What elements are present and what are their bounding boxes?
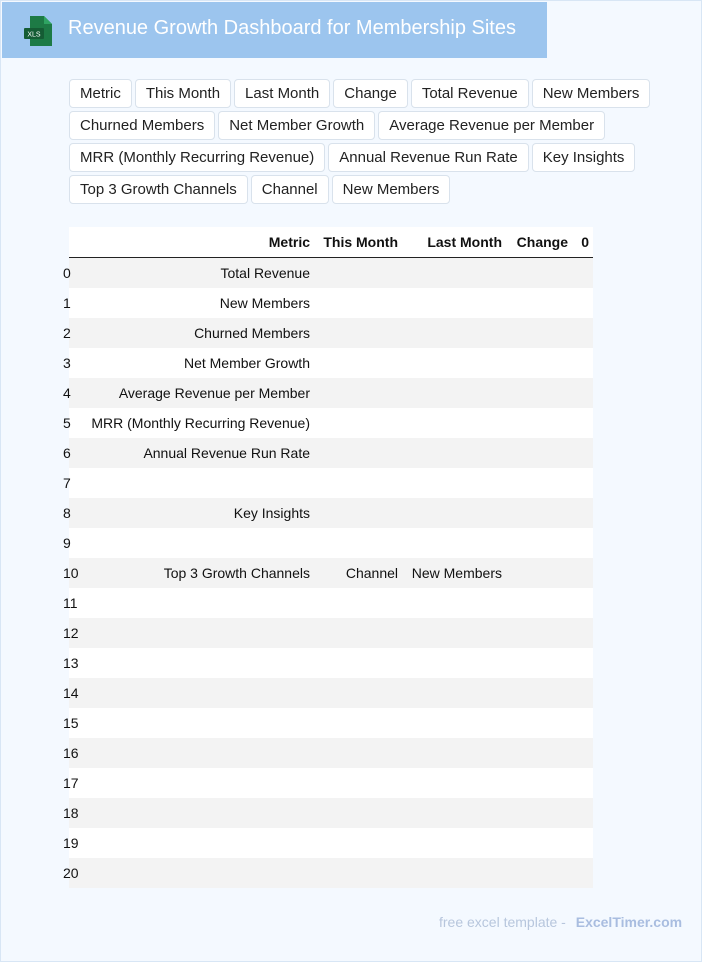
column-header-zero[interactable]: 0 <box>572 227 593 258</box>
row-index-label: 4 <box>63 385 71 401</box>
data-table-container <box>63 227 593 888</box>
row-index-label: 3 <box>63 355 71 371</box>
last-month-cell <box>402 498 506 528</box>
metric-cell <box>73 738 314 768</box>
row-index-label: 6 <box>63 445 71 461</box>
zero-cell <box>572 288 593 318</box>
zero-cell <box>572 528 593 558</box>
change-cell <box>506 438 572 468</box>
column-header-this-month[interactable]: This Month <box>314 227 402 258</box>
change-cell <box>506 678 572 708</box>
table-row <box>69 648 593 678</box>
row-index-label: 8 <box>63 505 71 521</box>
metric-cell <box>73 648 314 678</box>
footer-credit <box>439 914 682 930</box>
last-month-cell <box>402 678 506 708</box>
change-cell <box>506 378 572 408</box>
metric-cell <box>73 678 314 708</box>
column-header-last-month[interactable]: Last Month <box>402 227 506 258</box>
table-row <box>69 708 593 738</box>
row-index-label: 14 <box>63 685 79 701</box>
table-row <box>69 438 593 468</box>
table-row <box>69 468 593 498</box>
change-cell <box>506 858 572 888</box>
zero-cell <box>572 858 593 888</box>
metric-cell <box>73 798 314 828</box>
metric-cell: Churned Members <box>73 318 314 348</box>
table-row <box>69 588 593 618</box>
table-row <box>69 768 593 798</box>
footer-text: free excel template - <box>439 914 566 930</box>
this-month-cell <box>314 858 402 888</box>
this-month-cell: Channel <box>314 558 402 588</box>
metric-cell <box>73 768 314 798</box>
row-index-label: 2 <box>63 325 71 341</box>
excel-icon-label: XLS <box>27 31 41 39</box>
this-month-cell <box>314 648 402 678</box>
this-month-cell <box>314 408 402 438</box>
metric-cell <box>73 588 314 618</box>
change-cell <box>506 618 572 648</box>
this-month-cell <box>314 438 402 468</box>
zero-cell <box>572 768 593 798</box>
last-month-cell <box>402 738 506 768</box>
table-row <box>69 738 593 768</box>
last-month-cell <box>402 378 506 408</box>
table-row <box>69 288 593 318</box>
column-chip[interactable]: New Members <box>332 175 451 204</box>
this-month-cell <box>314 288 402 318</box>
row-index-label: 15 <box>63 715 79 731</box>
zero-cell <box>572 798 593 828</box>
last-month-cell <box>402 408 506 438</box>
change-cell <box>506 258 572 289</box>
row-index-label: 13 <box>63 655 79 671</box>
footer-brand-link[interactable]: ExcelTimer.com <box>575 914 683 930</box>
zero-cell <box>572 558 593 588</box>
table-row <box>69 318 593 348</box>
zero-cell <box>572 318 593 348</box>
column-chip[interactable]: Top 3 Growth Channels <box>69 175 248 204</box>
zero-cell <box>572 258 593 289</box>
zero-cell <box>572 678 593 708</box>
row-index-label: 19 <box>63 835 79 851</box>
column-chip[interactable]: Annual Revenue Run Rate <box>328 143 528 172</box>
change-cell <box>506 528 572 558</box>
column-chip-list <box>69 79 659 204</box>
column-chip[interactable]: Change <box>333 79 408 108</box>
zero-cell <box>572 408 593 438</box>
table-header-row <box>69 227 593 258</box>
this-month-cell <box>314 378 402 408</box>
table-row <box>69 408 593 438</box>
metric-cell: Average Revenue per Member <box>73 378 314 408</box>
row-index-label: 16 <box>63 745 79 761</box>
column-chip[interactable]: MRR (Monthly Recurring Revenue) <box>69 143 325 172</box>
column-chip[interactable]: Churned Members <box>69 111 215 140</box>
row-index-label: 20 <box>63 865 79 881</box>
metric-cell <box>73 468 314 498</box>
this-month-cell <box>314 468 402 498</box>
this-month-cell <box>314 258 402 289</box>
row-index-label: 12 <box>63 625 79 641</box>
metric-cell: Net Member Growth <box>73 348 314 378</box>
metric-cell: New Members <box>73 288 314 318</box>
change-cell <box>506 468 572 498</box>
last-month-cell <box>402 768 506 798</box>
row-index-label: 10 <box>63 565 79 581</box>
table-row <box>69 558 593 588</box>
last-month-cell <box>402 648 506 678</box>
row-index-label: 5 <box>63 415 71 431</box>
this-month-cell <box>314 528 402 558</box>
last-month-cell <box>402 528 506 558</box>
zero-cell <box>572 588 593 618</box>
zero-cell <box>572 438 593 468</box>
change-cell <box>506 738 572 768</box>
table-row <box>69 378 593 408</box>
last-month-cell <box>402 618 506 648</box>
column-header-change[interactable]: Change <box>506 227 572 258</box>
column-chip[interactable]: This Month <box>135 79 231 108</box>
this-month-cell <box>314 828 402 858</box>
this-month-cell <box>314 348 402 378</box>
row-index-label: 1 <box>63 295 71 311</box>
table-row <box>69 348 593 378</box>
this-month-cell <box>314 318 402 348</box>
this-month-cell <box>314 588 402 618</box>
column-header-metric[interactable]: Metric <box>73 227 314 258</box>
change-cell <box>506 648 572 678</box>
last-month-cell <box>402 258 506 289</box>
change-cell <box>506 498 572 528</box>
metric-cell <box>73 708 314 738</box>
last-month-cell <box>402 288 506 318</box>
last-month-cell <box>402 858 506 888</box>
last-month-cell <box>402 828 506 858</box>
last-month-cell <box>402 438 506 468</box>
change-cell <box>506 798 572 828</box>
metric-cell: Top 3 Growth Channels <box>73 558 314 588</box>
metric-cell: Total Revenue <box>73 258 314 289</box>
metric-cell <box>73 828 314 858</box>
table-row <box>69 678 593 708</box>
column-chip[interactable]: Average Revenue per Member <box>378 111 605 140</box>
table-row <box>69 498 593 528</box>
this-month-cell <box>314 708 402 738</box>
table-row <box>69 798 593 828</box>
zero-cell <box>572 708 593 738</box>
last-month-cell <box>402 318 506 348</box>
change-cell <box>506 348 572 378</box>
metric-cell: Annual Revenue Run Rate <box>73 438 314 468</box>
last-month-cell <box>402 708 506 738</box>
change-cell <box>506 768 572 798</box>
zero-cell <box>572 738 593 768</box>
column-chip[interactable]: Key Insights <box>532 143 636 172</box>
row-index-label: 18 <box>63 805 79 821</box>
row-index-label: 11 <box>63 595 78 611</box>
column-chip[interactable]: Metric <box>69 79 132 108</box>
change-cell <box>506 708 572 738</box>
this-month-cell <box>314 618 402 648</box>
change-cell <box>506 558 572 588</box>
zero-cell <box>572 648 593 678</box>
table-body <box>63 258 593 889</box>
metric-cell: MRR (Monthly Recurring Revenue) <box>73 408 314 438</box>
page-title: Revenue Growth Dashboard for Membership Sites <box>68 17 516 39</box>
header-banner <box>2 2 547 58</box>
zero-cell <box>572 828 593 858</box>
table-row <box>69 858 593 888</box>
table-row <box>69 528 593 558</box>
zero-cell <box>572 348 593 378</box>
metric-cell <box>73 618 314 648</box>
excel-file-icon <box>24 16 52 46</box>
last-month-cell <box>402 798 506 828</box>
column-chip[interactable]: Net Member Growth <box>218 111 375 140</box>
column-chip[interactable]: Channel <box>251 175 329 204</box>
metric-cell <box>73 858 314 888</box>
change-cell <box>506 408 572 438</box>
this-month-cell <box>314 498 402 528</box>
this-month-cell <box>314 768 402 798</box>
zero-cell <box>572 468 593 498</box>
table-row <box>69 828 593 858</box>
last-month-cell <box>402 468 506 498</box>
zero-cell <box>572 618 593 648</box>
zero-cell <box>572 378 593 408</box>
this-month-cell <box>314 738 402 768</box>
metric-cell: Key Insights <box>73 498 314 528</box>
table-row <box>69 258 593 289</box>
metric-cell <box>73 528 314 558</box>
zero-cell <box>572 498 593 528</box>
row-index-label: 17 <box>63 775 79 791</box>
column-chip[interactable]: Last Month <box>234 79 330 108</box>
last-month-cell <box>402 588 506 618</box>
last-month-cell: New Members <box>402 558 506 588</box>
this-month-cell <box>314 798 402 828</box>
column-chip[interactable]: New Members <box>532 79 651 108</box>
change-cell <box>506 588 572 618</box>
row-index-label: 0 <box>63 265 71 281</box>
last-month-cell <box>402 348 506 378</box>
row-index-label: 7 <box>63 475 71 491</box>
change-cell <box>506 288 572 318</box>
this-month-cell <box>314 678 402 708</box>
row-index-label: 9 <box>63 535 71 551</box>
change-cell <box>506 318 572 348</box>
column-chip[interactable]: Total Revenue <box>411 79 529 108</box>
table-row <box>69 618 593 648</box>
data-table <box>63 227 593 888</box>
change-cell <box>506 828 572 858</box>
